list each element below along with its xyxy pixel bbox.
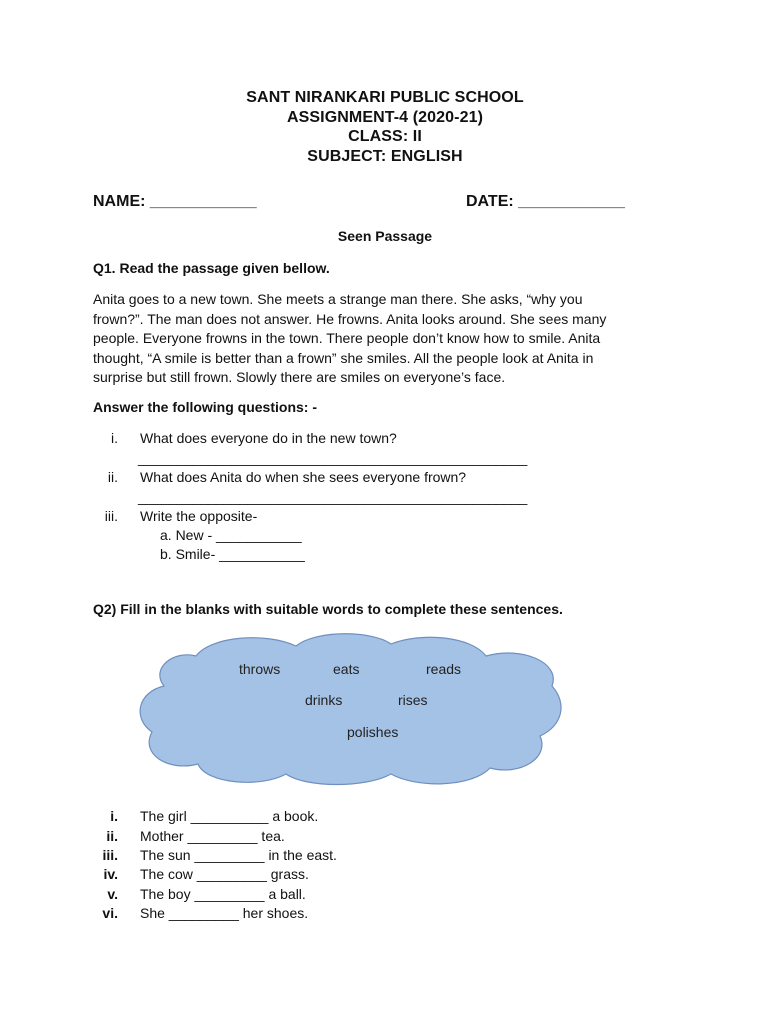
q2-title: Q2) Fill in the blanks with suitable words to complete these sentences.: [93, 601, 563, 617]
sentence-number: iii.: [102, 847, 118, 863]
opposite-item: b. Smile- ___________: [160, 546, 305, 562]
answer-line: __________________________________________________: [138, 450, 528, 466]
answer-heading: Answer the following questions: -: [93, 399, 317, 415]
q1-title: Q1. Read the passage given bellow.: [93, 260, 330, 276]
passage: [93, 290, 683, 388]
sentence-number: iv.: [103, 866, 118, 882]
fill-sentence: [93, 905, 593, 925]
date-field: DATE: ____________: [466, 193, 625, 210]
school-name: SANT NIRANKARI PUBLIC SCHOOL: [246, 89, 524, 106]
cloud-word: polishes: [347, 724, 399, 740]
sentence-text: The sun _________ in the east.: [140, 847, 337, 863]
passage-line: frown?”. The man does not answer. He frowns. Anita looks around. She sees many: [93, 310, 607, 327]
cloud-shape: [140, 634, 561, 785]
answer-line: __________________________________________________: [138, 489, 528, 505]
fill-sentence: [93, 808, 593, 828]
sentence-text: The boy _________ a ball.: [140, 886, 306, 902]
cloud-word: reads: [426, 661, 462, 677]
sentence-number: vi.: [102, 905, 118, 921]
fill-sentence: [93, 866, 593, 886]
passage-line: surprise but still frown. Slowly there are smiles on everyone’s face.: [93, 369, 506, 385]
passage-line: Anita goes to a new town. She meets a strange man there. She asks, “why you: [93, 291, 583, 307]
question-text: Write the opposite-: [140, 508, 258, 524]
fill-sentence: [93, 886, 593, 906]
assignment-title: ASSIGNMENT-4 (2020-21): [286, 108, 484, 126]
class-label: CLASS: II: [348, 128, 422, 145]
cloud-word: rises: [398, 692, 428, 708]
passage-line: people. Everyone frowns in the town. There people don’t know how to smile. Anita: [93, 330, 601, 346]
sentence-text: The cow _________ grass.: [140, 866, 309, 882]
cloud-word: drinks: [305, 692, 343, 708]
fill-sentence: [93, 828, 593, 848]
question-text: What does Anita do when she sees everyone frown?: [140, 469, 467, 485]
question-text: What does everyone do in the new town?: [140, 430, 397, 446]
sentence-text: The girl __________ a book.: [140, 808, 319, 824]
sentence-number: v.: [107, 886, 118, 902]
sentence-number: i.: [110, 808, 118, 824]
sentence-text: She _________ her shoes.: [140, 905, 309, 921]
name-field: NAME: ____________: [93, 193, 257, 210]
word-cloud: [136, 628, 566, 788]
cloud-word: throws: [239, 661, 281, 677]
document-header: [0, 88, 770, 166]
question-number: ii.: [107, 469, 118, 485]
question-number: iii.: [104, 508, 118, 524]
sentence-text: Mother _________ tea.: [140, 828, 285, 844]
question-number: i.: [111, 430, 118, 446]
sentence-number: ii.: [106, 828, 118, 844]
subject-label: SUBJECT: ENGLISH: [307, 147, 463, 165]
fill-sentence: [93, 847, 593, 867]
section-title: Seen Passage: [337, 228, 433, 244]
opposite-item: a. New - ___________: [160, 527, 302, 543]
passage-line: thought, “A smile is better than a frown” she smiles. All the people look at Anita in: [93, 349, 594, 366]
cloud-word: eats: [333, 661, 360, 677]
